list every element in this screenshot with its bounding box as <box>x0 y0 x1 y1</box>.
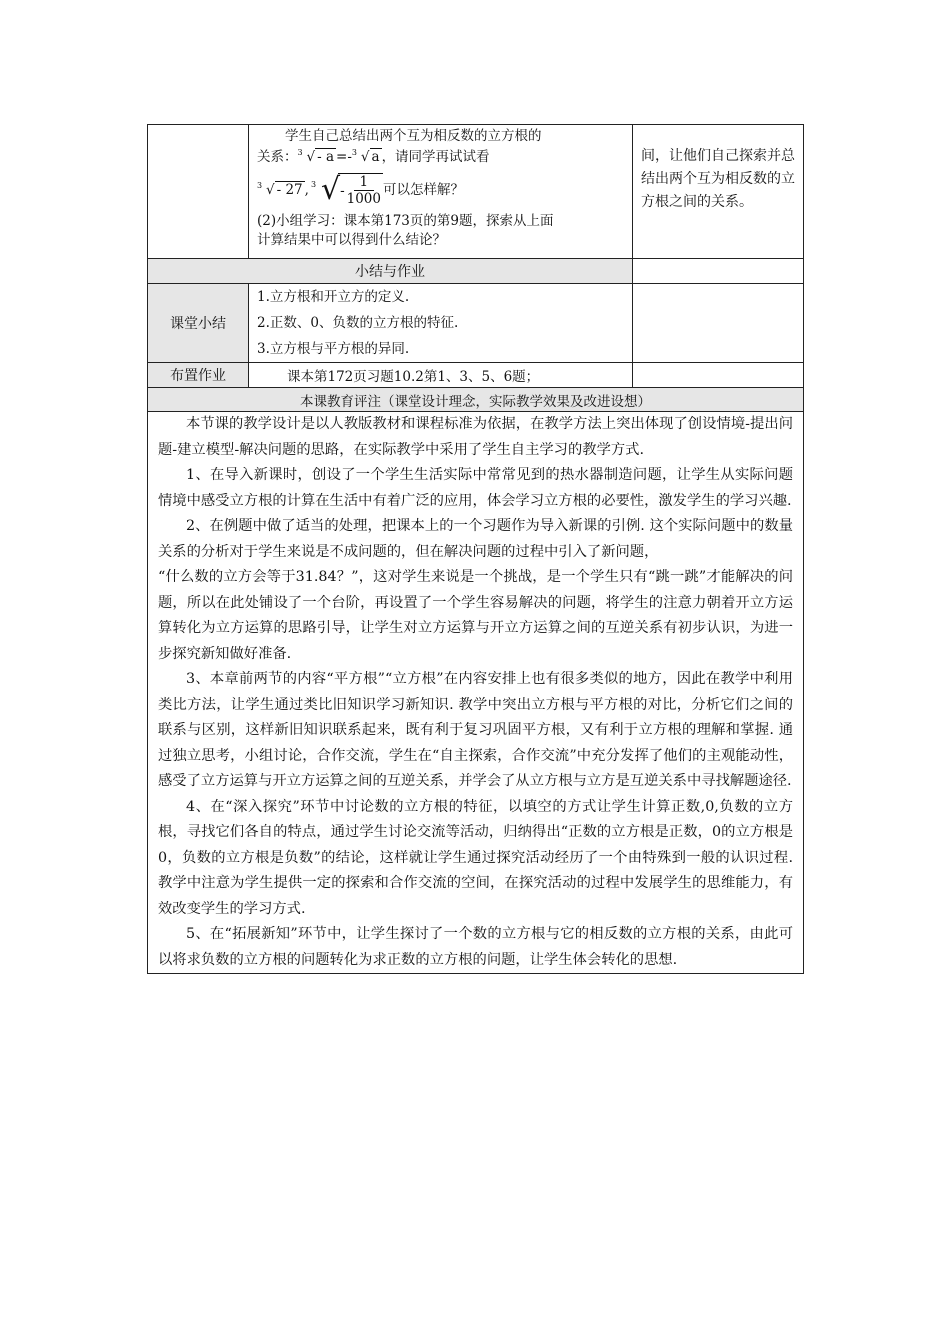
evaluation-paragraph: 3、本章前两节的内容“平方根”“立方根”在内容安排上也有很多类似的地方，因此在教学中利用类比方法，让学生通过类比旧知识学习新知识. 教学中突出立方根与平方根的对比，分析它们之间的联系与区别，这样新旧知识联系起来，既有利于复习巩固平方根，又有利于立方根的理解和掌握. 通过独立思考，小组讨论，合作交流，学生在“自主探索，合作交流”中充分发挥了他们的主观能动性，感受了立方运算与开立方运算之间的互逆关系，并学会了从立方根与立方是互逆关系中寻找解题途径. <box>158 671 793 789</box>
root-body: - a <box>317 149 335 165</box>
activity-row <box>148 125 804 259</box>
minus-sign: - <box>340 182 345 199</box>
cube-root-neg-27: 3 √ - 27 <box>257 180 305 200</box>
numerator: 1 <box>354 174 375 191</box>
activity-note-cell <box>633 125 804 259</box>
homework-right-cell <box>633 363 804 388</box>
summary-item: 1.立方根和开立方的定义. <box>257 289 410 305</box>
cube-root-fraction <box>309 173 383 207</box>
class-summary-content <box>249 284 633 363</box>
homework-row <box>148 363 804 388</box>
denominator: 1000 <box>346 191 381 207</box>
example-roots-line <box>257 168 628 212</box>
comma: , <box>304 182 309 198</box>
class-summary-label: 课堂小结 <box>148 284 249 363</box>
activity-content-cell <box>249 125 633 259</box>
summary-item: 3.立方根与平方根的异同. <box>257 341 410 357</box>
cube-root-a: 3 √ a <box>352 146 382 168</box>
group-study-line-1: (2)小组学习：课本第173页的第9题，探索从上面 <box>257 213 554 229</box>
equals-neg: =- <box>336 149 352 165</box>
relation-suffix: ，请同学再试试看 <box>381 149 490 165</box>
root-body <box>338 173 383 207</box>
summary-header-row <box>148 259 804 284</box>
class-summary-row <box>148 284 804 363</box>
evaluation-paragraph: 2、在例题中做了适当的处理，把课本上的一个习题作为导入新课的引例. 这个实际问题中的数量关系的分析对于学生来说是不成问题的，但在解决问题的过程中引入了新问题， <box>158 518 793 560</box>
evaluation-paragraph: 5、在“拓展新知”环节中，让学生探讨了一个数的立方根与它的相反数的立方根的关系，由此可以将求负数的立方根的问题转化为求正数的立方根的问题，让学生体会转化的思想. <box>158 926 793 968</box>
evaluation-header: 本课教育评注（课堂设计理念，实际教学效果及改进设想） <box>148 388 804 412</box>
evaluation-paragraph: 本节课的教学设计是以人教版教材和课程标准为依据，在教学方法上突出体现了创设情境-提出问题-建立模型-解决问题的思路，在实际教学中采用了学生自主学习的教学方式. <box>158 416 793 458</box>
root-index: 3 <box>297 148 303 157</box>
evaluation-header-row <box>148 388 804 412</box>
summary-header-right-cell <box>633 259 804 284</box>
activity-label-cell <box>148 125 249 259</box>
relation-prefix: 关系： <box>257 149 298 165</box>
evaluation-paragraph: “什么数的立方会等于31.84？”，这对学生来说是一个挑战，是一个学生只有“跳一跳”才能解决的问题，所以在此处铺设了一个台阶，再设置了一个学生容易解决的问题，将学生的注意力朝着开立方运算转化为立方运算的思路引导，让学生对立方运算与开立方运算之间的互逆关系有初步认识，为进一步探究新知做好准备. <box>158 569 793 662</box>
root-body: a <box>371 149 380 165</box>
root-body: - 27 <box>276 182 303 198</box>
root-index: 3 <box>310 180 317 189</box>
evaluation-paragraph: 4、在“深入探究”环节中讨论数的立方根的特征，以填空的方式让学生计算正数,0,负数的立方根，寻找它们各自的特点，通过学生讨论交流等活动，归纳得出“正数的立方根是正数，0的立方根是0，负数的立方根是负数”的结论，这样就让学生通过探究活动经历了一个由特殊到一般的认识过程. 教学中注意为学生提供一定的探索和合作交流的空间，在探究活动的过程中发展学生的思维能力，有效改变学生的学习方式. <box>158 798 793 917</box>
summary-header: 小结与作业 <box>148 259 633 284</box>
homework-label: 布置作业 <box>148 363 249 388</box>
class-summary-right-cell <box>633 284 804 363</box>
summary-line: 学生自己总结出两个互为相反数的立方根的 <box>285 128 542 144</box>
homework-text: 课本第172页习题10.2第1、3、5、6题； <box>249 363 633 388</box>
relation-line <box>257 146 628 168</box>
lesson-plan-table <box>147 124 804 974</box>
group-study-line-2: 计算结果中可以得到什么结论？ <box>257 232 446 248</box>
root-index: 3 <box>257 181 263 190</box>
fraction <box>347 174 381 207</box>
example-suffix: 可以怎样解？ <box>382 182 464 198</box>
evaluation-row <box>148 412 804 974</box>
design-note: 间，让他们自己探索并总结出两个互为相反数的立方根之间的关系。 <box>641 148 795 210</box>
summary-item: 2.正数、0、负数的立方根的特征. <box>257 315 459 331</box>
evaluation-body <box>148 412 804 974</box>
cube-root-neg-a: 3 √ - a <box>298 146 337 168</box>
radical-sign: √ <box>320 172 341 207</box>
evaluation-paragraph: 1、在导入新课时，创设了一个学生生活实际中常常见到的热水器制造问题，让学生从实际问题情境中感受立方根的计算在生活中有着广泛的应用，体会学习立方根的必要性，激发学生的学习兴趣. <box>158 467 793 509</box>
root-index: 3 <box>351 148 357 157</box>
